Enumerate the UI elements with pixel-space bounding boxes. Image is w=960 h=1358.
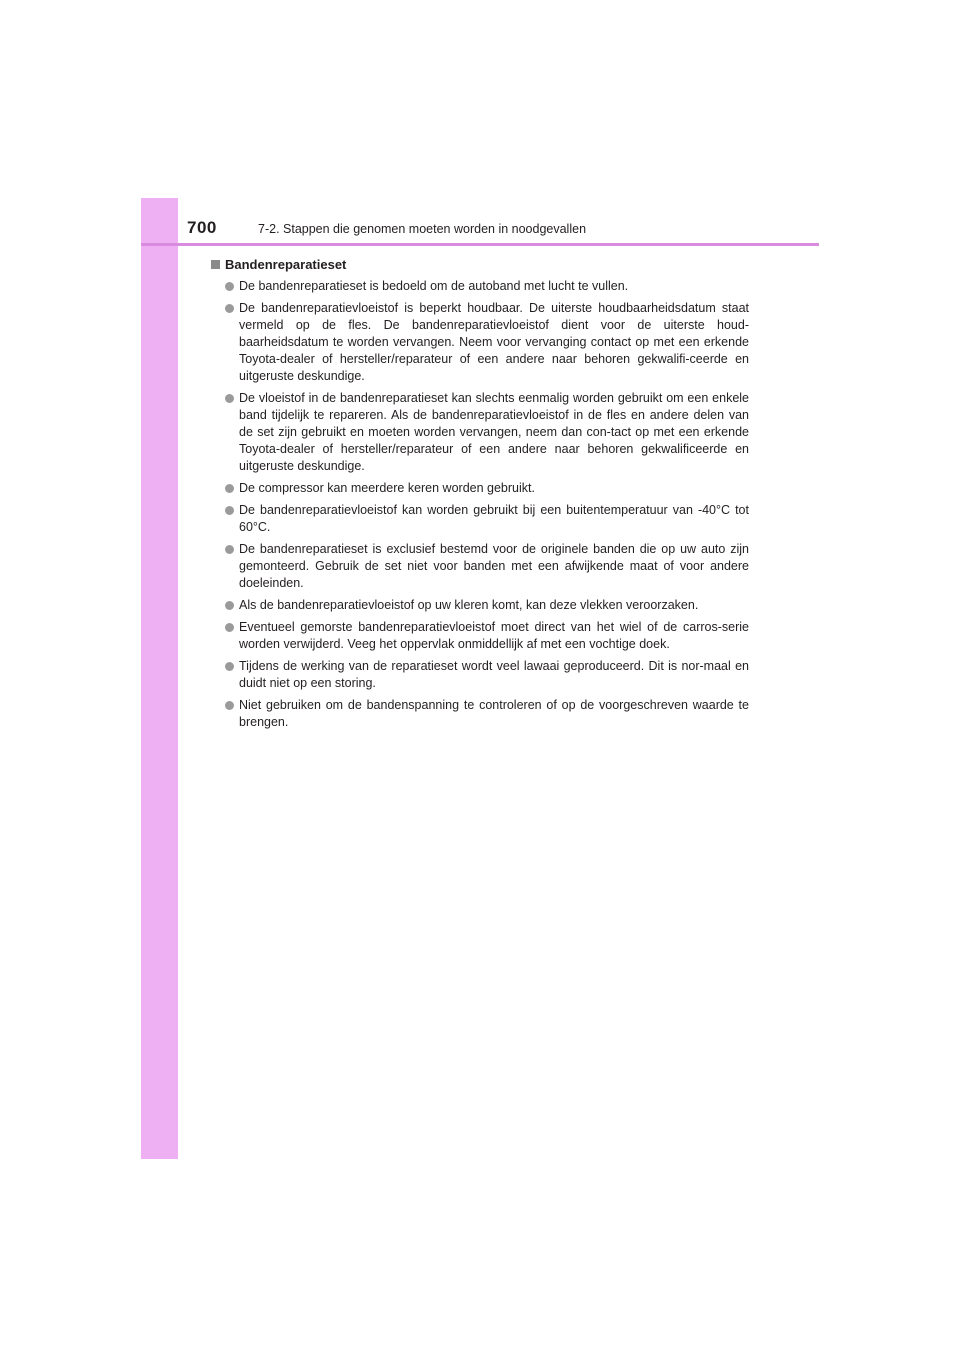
section-title: 7-2. Stappen die genomen moeten worden in noodgevallen	[258, 222, 587, 236]
circle-bullet-icon	[225, 484, 234, 493]
list-item	[211, 597, 749, 614]
subsection-heading-text: Bandenreparatieset	[225, 257, 347, 272]
list-item-text: De bandenreparatievloeistof kan worden gebruikt bij een buitentemperatuur van -40°C tot 60°C.	[239, 503, 749, 534]
list-item	[211, 480, 749, 497]
circle-bullet-icon	[225, 394, 234, 403]
list-item	[211, 541, 749, 592]
circle-bullet-icon	[225, 601, 234, 610]
circle-bullet-icon	[225, 304, 234, 313]
list-item	[211, 278, 749, 295]
header-rule	[141, 243, 819, 246]
circle-bullet-icon	[225, 701, 234, 710]
list-item	[211, 390, 749, 475]
page-content	[211, 256, 749, 736]
square-bullet-icon	[211, 260, 220, 269]
list-item-text: De compressor kan meerdere keren worden gebruikt.	[239, 481, 535, 495]
list-item-text: De bandenreparatieset is exclusief bestemd voor de originele banden die op uw auto zijn gemonteerd. Gebruik de set niet voor banden met een afwijkende maat of voor andere doeleinden.	[239, 542, 749, 590]
list-item-text: Tijdens de werking van de reparatieset wordt veel lawaai geproduceerd. Dit is nor-maal en duidt niet op een storing.	[239, 659, 749, 690]
circle-bullet-icon	[225, 662, 234, 671]
circle-bullet-icon	[225, 545, 234, 554]
circle-bullet-icon	[225, 282, 234, 291]
circle-bullet-icon	[225, 506, 234, 515]
circle-bullet-icon	[225, 623, 234, 632]
list-item-text: Eventueel gemorste bandenreparatievloeistof moet direct van het wiel of de carros-serie worden verwijderd. Veeg het oppervlak onmiddellijk af met een vochtige doek.	[239, 620, 749, 651]
list-item-text: De vloeistof in de bandenreparatieset kan slechts eenmalig worden gebruikt om een enkele band tijdelijk te repareren. Als de bandenreparatievloeistof in de fles en andere delen van de set zijn gebruikt en moeten worden vervangen, neem dan con-tact op met een erkende Toyota-dealer of hersteller/reparateur of een andere naar behoren gekwalificeerde en uitgeruste deskundige.	[239, 391, 749, 473]
list-item	[211, 619, 749, 653]
list-item	[211, 502, 749, 536]
list-item	[211, 658, 749, 692]
list-item-text: De bandenreparatieset is bedoeld om de autoband met lucht te vullen.	[239, 279, 629, 293]
list-item-text: Als de bandenreparatievloeistof op uw kleren komt, kan deze vlekken veroorzaken.	[239, 598, 699, 612]
bullet-list	[211, 278, 749, 731]
list-item-text: Niet gebruiken om de bandenspanning te controleren of op de voorgeschreven waarde te brengen.	[239, 698, 749, 729]
list-item-text: De bandenreparatievloeistof is beperkt houdbaar. De uiterste houdbaarheidsdatum staat vermeld op de fles. De bandenreparatievloeistof dient voor de uiterste houd-baarheidsdatum te worden vervangen. Neem voor vervanging contact op met een erkende Toyota-dealer of hersteller/reparateur of een andere naar behoren gekwalifi-ceerde en uitgeruste deskundige.	[239, 301, 749, 383]
page-number: 700	[187, 218, 217, 237]
chapter-side-band	[141, 198, 178, 1159]
header-band-tab	[141, 198, 178, 246]
list-item	[211, 300, 749, 385]
list-item	[211, 697, 749, 731]
subsection-heading	[211, 256, 749, 273]
